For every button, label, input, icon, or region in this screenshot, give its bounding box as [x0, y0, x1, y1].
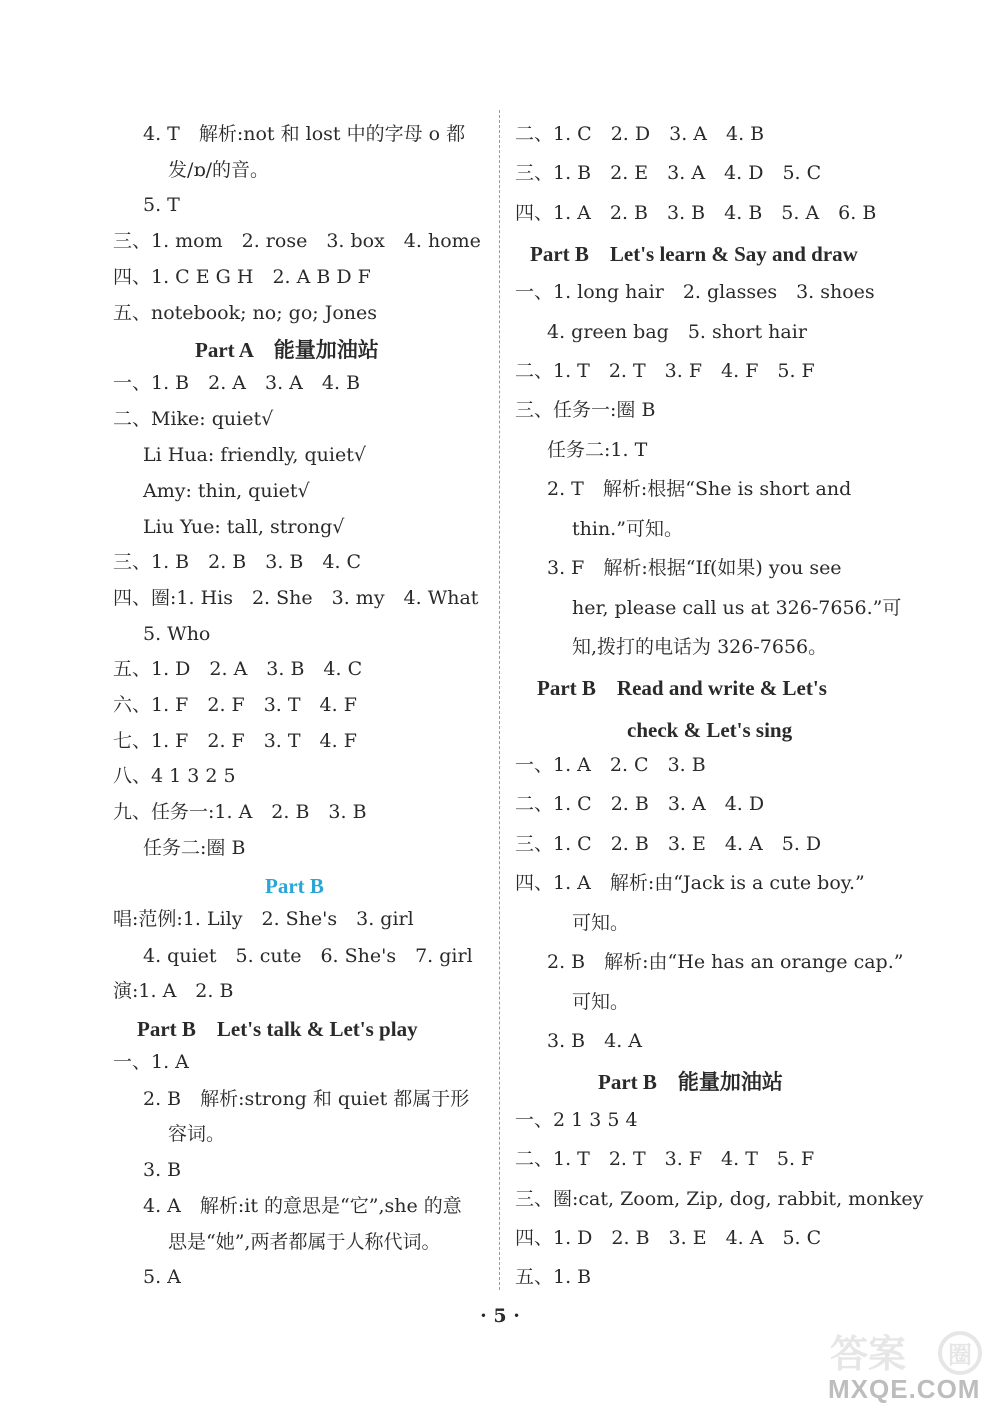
answer-line: 九、任务一:1. A 2. B 3. B — [113, 801, 367, 823]
section-heading: Part A 能量加油站 — [195, 338, 379, 362]
answer-line: 一、1. long hair 2. glasses 3. shoes — [515, 281, 875, 303]
answer-line: 三、1. B 2. B 3. B 4. C — [113, 551, 362, 573]
answer-line: thin.”可知。 — [572, 518, 683, 540]
answer-line: 2. T 解析:根据“She is short and — [547, 478, 852, 500]
answer-line: 四、1. C E G H 2. A B D F — [113, 266, 371, 288]
watermark-url: MXQE.COM — [828, 1374, 981, 1404]
answer-line: 五、1. B — [515, 1266, 592, 1288]
answer-line: 5. T — [143, 194, 180, 216]
answer-line: 三、1. C 2. B 3. E 4. A 5. D — [515, 833, 822, 855]
answer-line: 五、notebook; no; go; Jones — [113, 302, 377, 324]
answer-line: 思是“她”,两者都属于人称代词。 — [168, 1231, 441, 1253]
answer-line: 一、1. A — [113, 1051, 189, 1073]
answer-line: Liu Yue: tall, strong√ — [143, 516, 345, 538]
answer-line: 二、1. C 2. D 3. A 4. B — [515, 123, 765, 145]
answer-line: 四、1. A 2. B 3. B 4. B 5. A 6. B — [515, 202, 877, 224]
answer-line: 4. quiet 5. cute 6. She's 7. girl — [143, 945, 473, 967]
answer-line: 可知。 — [572, 991, 630, 1013]
page-number: · 5 · — [480, 1305, 520, 1327]
answer-line: 发/ɒ/的音。 — [168, 159, 269, 181]
section-heading: Part B Let's learn & Say and draw — [530, 242, 858, 266]
column-divider — [499, 110, 500, 1290]
answer-line: 2. B 解析:strong 和 quiet 都属于形 — [143, 1088, 470, 1110]
answer-line: 任务二:圈 B — [143, 837, 246, 859]
answer-line: Li Hua: friendly, quiet√ — [143, 444, 366, 466]
answer-line: 3. B — [143, 1159, 182, 1181]
answer-line: 一、1. B 2. A 3. A 4. B — [113, 372, 361, 394]
section-heading: Part B Let's talk & Let's play — [137, 1017, 418, 1041]
answer-line: 二、Mike: quiet√ — [113, 408, 274, 430]
answer-line: 唱:范例:1. Lily 2. She's 3. girl — [113, 908, 414, 930]
answer-line: 六、1. F 2. F 3. T 4. F — [113, 694, 357, 716]
section-heading: Part B 能量加油站 — [598, 1070, 783, 1094]
answer-line: 3. B 4. A — [547, 1030, 643, 1052]
answer-line: 四、1. D 2. B 3. E 4. A 5. C — [515, 1227, 822, 1249]
answer-line: 二、1. T 2. T 3. F 4. F 5. F — [515, 360, 815, 382]
answer-line: 一、2 1 3 5 4 — [515, 1109, 638, 1131]
answer-line: 容词。 — [168, 1123, 226, 1145]
answer-line: 4. A 解析:it 的意思是“它”,she 的意 — [143, 1195, 462, 1217]
answer-line: 2. B 解析:由“He has an orange cap.” — [547, 951, 904, 973]
answer-line: 四、1. A 解析:由“Jack is a cute boy.” — [515, 872, 865, 894]
answer-line: 4. T 解析:not 和 lost 中的字母 o 都 — [143, 123, 466, 145]
answer-line: 4. green bag 5. short hair — [547, 321, 807, 343]
answer-line: 三、任务一:圈 B — [515, 399, 656, 421]
answer-line: 七、1. F 2. F 3. T 4. F — [113, 730, 357, 752]
answer-line: 二、1. C 2. B 3. A 4. D — [515, 793, 765, 815]
svg-text:圈: 圈 — [948, 1341, 972, 1369]
answer-line: 5. A — [143, 1266, 181, 1288]
answer-line: 知,拨打的电话为 326-7656。 — [572, 636, 828, 658]
answer-line: her, please call us at 326-7656.”可 — [572, 597, 902, 619]
answer-line: 二、1. T 2. T 3. F 4. T 5. F — [515, 1148, 815, 1170]
answer-line: 3. F 解析:根据“If(如果) you see — [547, 557, 842, 579]
answer-line: 任务二:1. T — [547, 439, 648, 461]
answer-line: 八、4 1 3 2 5 — [113, 765, 236, 787]
answer-line: 四、圈:1. His 2. She 3. my 4. What — [113, 587, 479, 609]
answer-line: 三、1. mom 2. rose 3. box 4. home — [113, 230, 481, 252]
answer-line: 可知。 — [572, 912, 630, 934]
section-heading: check & Let's sing — [627, 718, 793, 742]
answer-line: 5. Who — [143, 623, 211, 645]
section-heading: Part B Read and write & Let's — [537, 676, 827, 700]
answer-line: 五、1. D 2. A 3. B 4. C — [113, 658, 363, 680]
section-heading: Part B — [265, 874, 324, 898]
svg-text:答案: 答案 — [830, 1332, 907, 1376]
answer-line: 一、1. A 2. C 3. B — [515, 754, 706, 776]
answer-line: 三、圈:cat, Zoom, Zip, dog, rabbit, monkey — [515, 1188, 924, 1210]
answer-line: 演:1. A 2. B — [113, 980, 234, 1002]
answer-line: 三、1. B 2. E 3. A 4. D 5. C — [515, 162, 822, 184]
answer-line: Amy: thin, quiet√ — [143, 480, 310, 502]
